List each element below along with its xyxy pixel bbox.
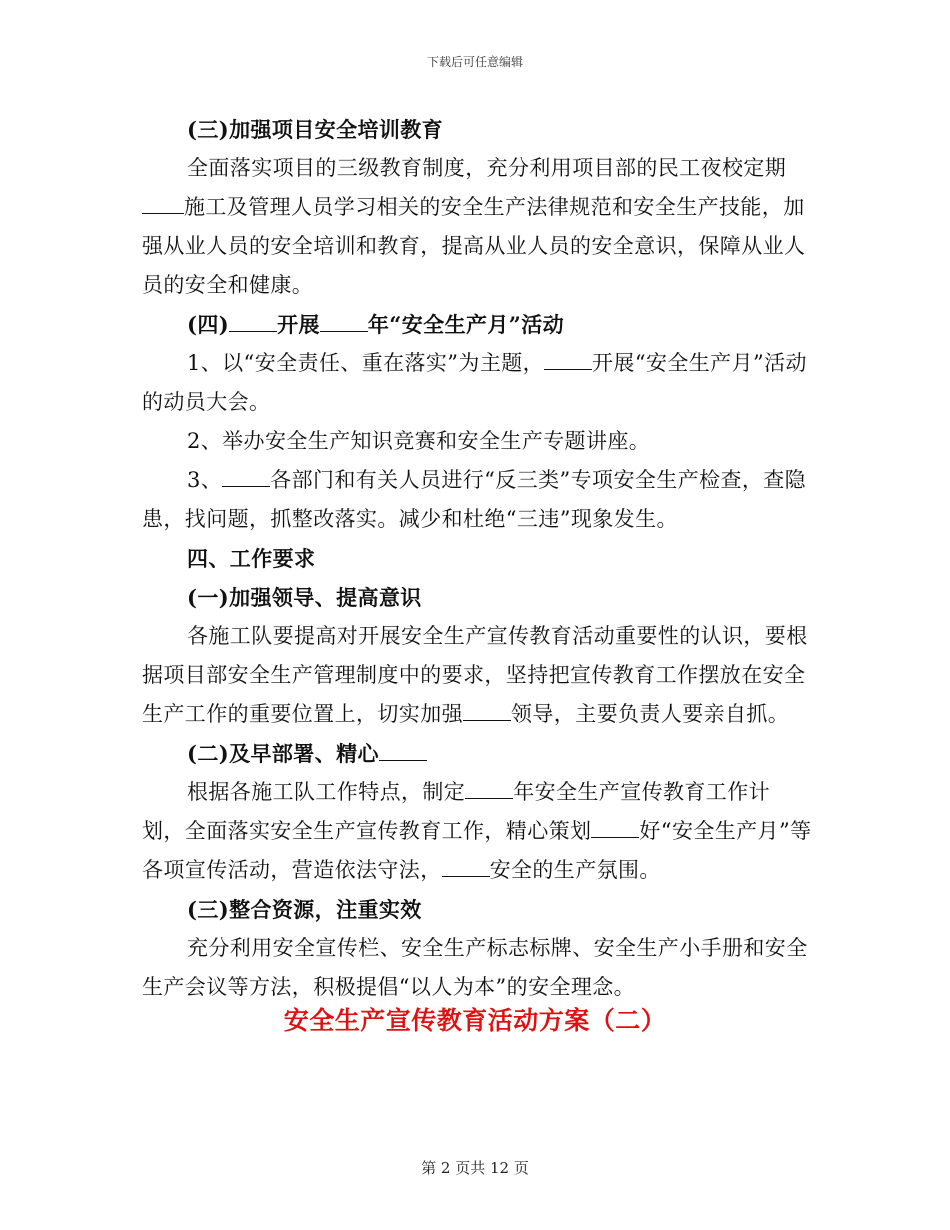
blank-line bbox=[465, 774, 513, 799]
req1-body bbox=[142, 617, 812, 734]
item3-a: 3、 bbox=[187, 468, 223, 492]
req1-body-b: 领导，主要负责人要亲自抓。 bbox=[511, 702, 790, 726]
section4-heading-c: 年“安全生产月”活动 bbox=[367, 312, 565, 337]
item-3 bbox=[142, 461, 812, 539]
blank-line bbox=[142, 189, 184, 214]
section4-heading-b: 开展 bbox=[277, 312, 320, 337]
blank-line bbox=[222, 462, 270, 487]
blank-line bbox=[442, 852, 490, 877]
item1-a: 1、以“安全责任、重在落实”为主题， bbox=[187, 351, 545, 375]
blank-line bbox=[379, 736, 427, 761]
page-footer: 第 2 页共 12 页 bbox=[421, 1159, 529, 1177]
document-title: 安全生产宣传教育活动方案（二） bbox=[283, 1006, 667, 1035]
req1-body-a: 各施工队要提高对开展安全生产宣传教育活动重要性的认识，要根据项目部安全生产管理制度中的要求，坚持把宣传教育工作摆放在安全生产工作的重要位置上，切实加强 bbox=[142, 624, 808, 726]
blank-line bbox=[229, 307, 277, 332]
section3-body-a: 全面落实项目的三级教育制度，充分利用项目部的民工夜校定期 bbox=[187, 156, 787, 180]
page-header: 下载后可任意编辑 bbox=[426, 55, 523, 69]
req3-heading: (三)整合资源，注重实效 bbox=[187, 897, 422, 922]
req2-body-c: 好“安全生产月”等各项宣传活动，营造依法守法， bbox=[142, 819, 812, 882]
req2-heading bbox=[142, 734, 812, 773]
req2-body-d: 安全的生产氛围。 bbox=[489, 858, 661, 882]
section4-heading-a: (四) bbox=[187, 312, 230, 337]
req2-heading-text: (二)及早部署、精心 bbox=[187, 741, 379, 766]
item-2: 2、举办安全生产知识竞赛和安全生产专题讲座。 bbox=[187, 429, 651, 453]
blank-line bbox=[544, 345, 592, 370]
req2-body bbox=[142, 773, 812, 890]
req3-body: 充分利用安全宣传栏、安全生产标志标牌、安全生产小手册和安全生产会议等方法，积极提倡“以人为本”的安全理念。 bbox=[142, 936, 808, 999]
document-body bbox=[142, 110, 812, 1007]
req1-heading: (一)加强领导、提高意识 bbox=[187, 585, 422, 610]
item1-b: 开展“安全生产月”活动的动员大会。 bbox=[142, 351, 807, 414]
section3-body-b: 施工及管理人员学习相关的安全生产法律规范和安全生产技能，加强从业人员的安全培训和教育，提高从业人员的安全意识，保障从业人员的安全和健康。 bbox=[142, 195, 806, 297]
item3-b: 各部门和有关人员进行“反三类”专项安全生产检查，查隐患，找问题，抓整改落实。减少和杜绝“三违”现象发生。 bbox=[142, 468, 807, 531]
blank-line bbox=[463, 696, 511, 721]
requirements-heading: 四、工作要求 bbox=[187, 546, 316, 571]
section3-heading: (三)加强项目安全培训教育 bbox=[187, 117, 444, 142]
section3-body bbox=[142, 149, 812, 305]
req2-body-b: 年安全生产宣传教育工作计划，全面落实安全生产宣传教育工作，精心策划 bbox=[142, 780, 771, 843]
req2-body-a: 根据各施工队工作特点，制定 bbox=[187, 780, 466, 804]
blank-line bbox=[320, 307, 368, 332]
item-1 bbox=[142, 344, 812, 422]
blank-line bbox=[591, 813, 639, 838]
section4-heading bbox=[142, 305, 812, 344]
